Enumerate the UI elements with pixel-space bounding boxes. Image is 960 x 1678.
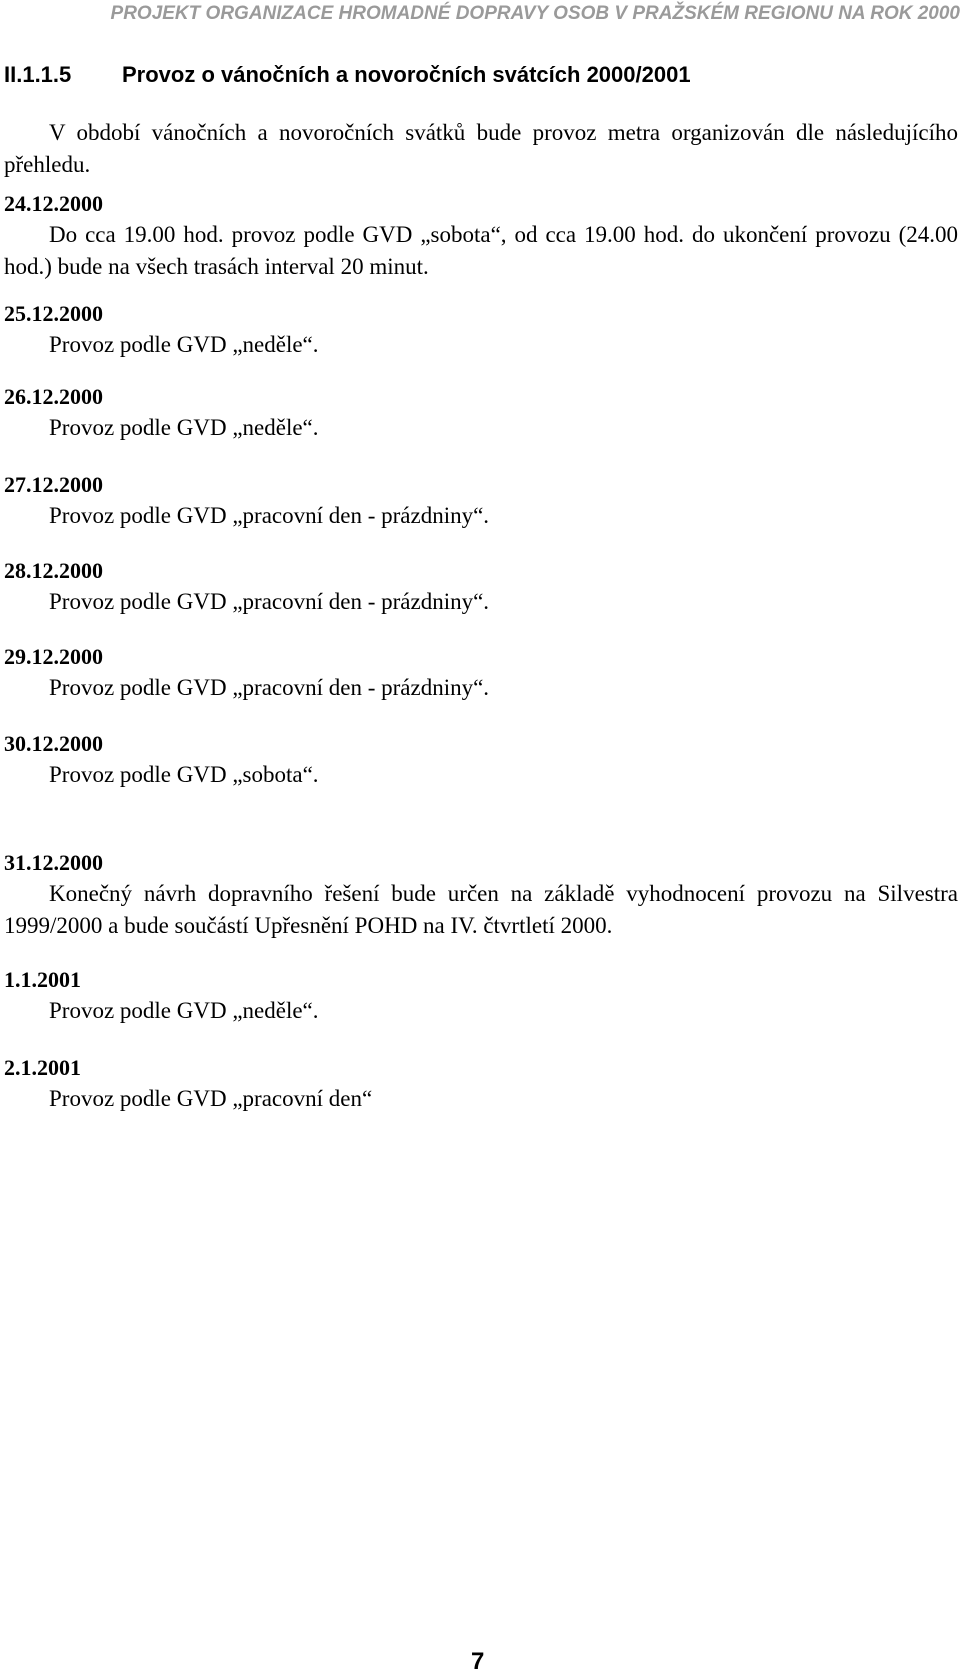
- entry-date: 31.12.2000: [4, 850, 103, 875]
- schedule-entry: [4, 1053, 958, 1115]
- running-header: PROJEKT ORGANIZACE HROMADNÉ DOPRAVY OSOB V PRAŽSKÉM REGIONU NA ROK 2000: [110, 3, 960, 24]
- section-title: Provoz o vánočních a novoročních svátcích 2000/2001: [122, 62, 691, 87]
- section-heading: [4, 60, 944, 90]
- entry-text: Provoz podle GVD „pracovní den - prázdniny“.: [49, 503, 490, 528]
- page-number: 7: [471, 1648, 485, 1675]
- schedule-entry: [4, 965, 958, 1027]
- entry-date: 1.1.2001: [4, 967, 81, 992]
- schedule-entry: [4, 189, 958, 283]
- entry-date: 2.1.2001: [4, 1055, 81, 1080]
- intro-paragraph: V období vánočních a novoročních svátků bude provoz metra organizován dle následujícího přehledu.: [4, 120, 958, 177]
- entry-date: 29.12.2000: [4, 644, 103, 669]
- entry-text: Provoz podle GVD „pracovní den - prázdniny“.: [49, 589, 490, 614]
- schedule-entry: [4, 382, 958, 444]
- schedule-entry: [4, 729, 958, 791]
- entry-text: Provoz podle GVD „neděle“.: [49, 415, 319, 440]
- schedule-entry: [4, 642, 958, 704]
- entry-text: Provoz podle GVD „neděle“.: [49, 332, 319, 357]
- entry-text: Provoz podle GVD „sobota“.: [49, 762, 319, 787]
- schedule-entry: [4, 299, 958, 361]
- entry-date: 25.12.2000: [4, 301, 103, 326]
- entry-date: 30.12.2000: [4, 731, 103, 756]
- entry-text: Provoz podle GVD „neděle“.: [49, 998, 319, 1023]
- schedule-entry: [4, 556, 958, 618]
- schedule-entry: [4, 848, 958, 942]
- section-number: II.1.1.5: [4, 62, 72, 87]
- entry-text: Do cca 19.00 hod. provoz podle GVD „sobota“, od cca 19.00 hod. do ukončení provozu (24.00 hod.) bude na všech trasách interval 20 minut.: [4, 222, 958, 279]
- schedule-entry: [4, 470, 958, 532]
- entry-date: 28.12.2000: [4, 558, 103, 583]
- entry-date: 26.12.2000: [4, 384, 103, 409]
- entry-text: Provoz podle GVD „pracovní den - prázdniny“.: [49, 675, 490, 700]
- entry-text: Konečný návrh dopravního řešení bude určen na základě vyhodnocení provozu na Silvestra 1999/2000 a bude součástí Upřesnění POHD na IV. čtvrtletí 2000.: [4, 881, 958, 938]
- entry-date: 27.12.2000: [4, 472, 103, 497]
- entry-text: Provoz podle GVD „pracovní den“: [49, 1086, 373, 1111]
- entry-date: 24.12.2000: [4, 191, 103, 216]
